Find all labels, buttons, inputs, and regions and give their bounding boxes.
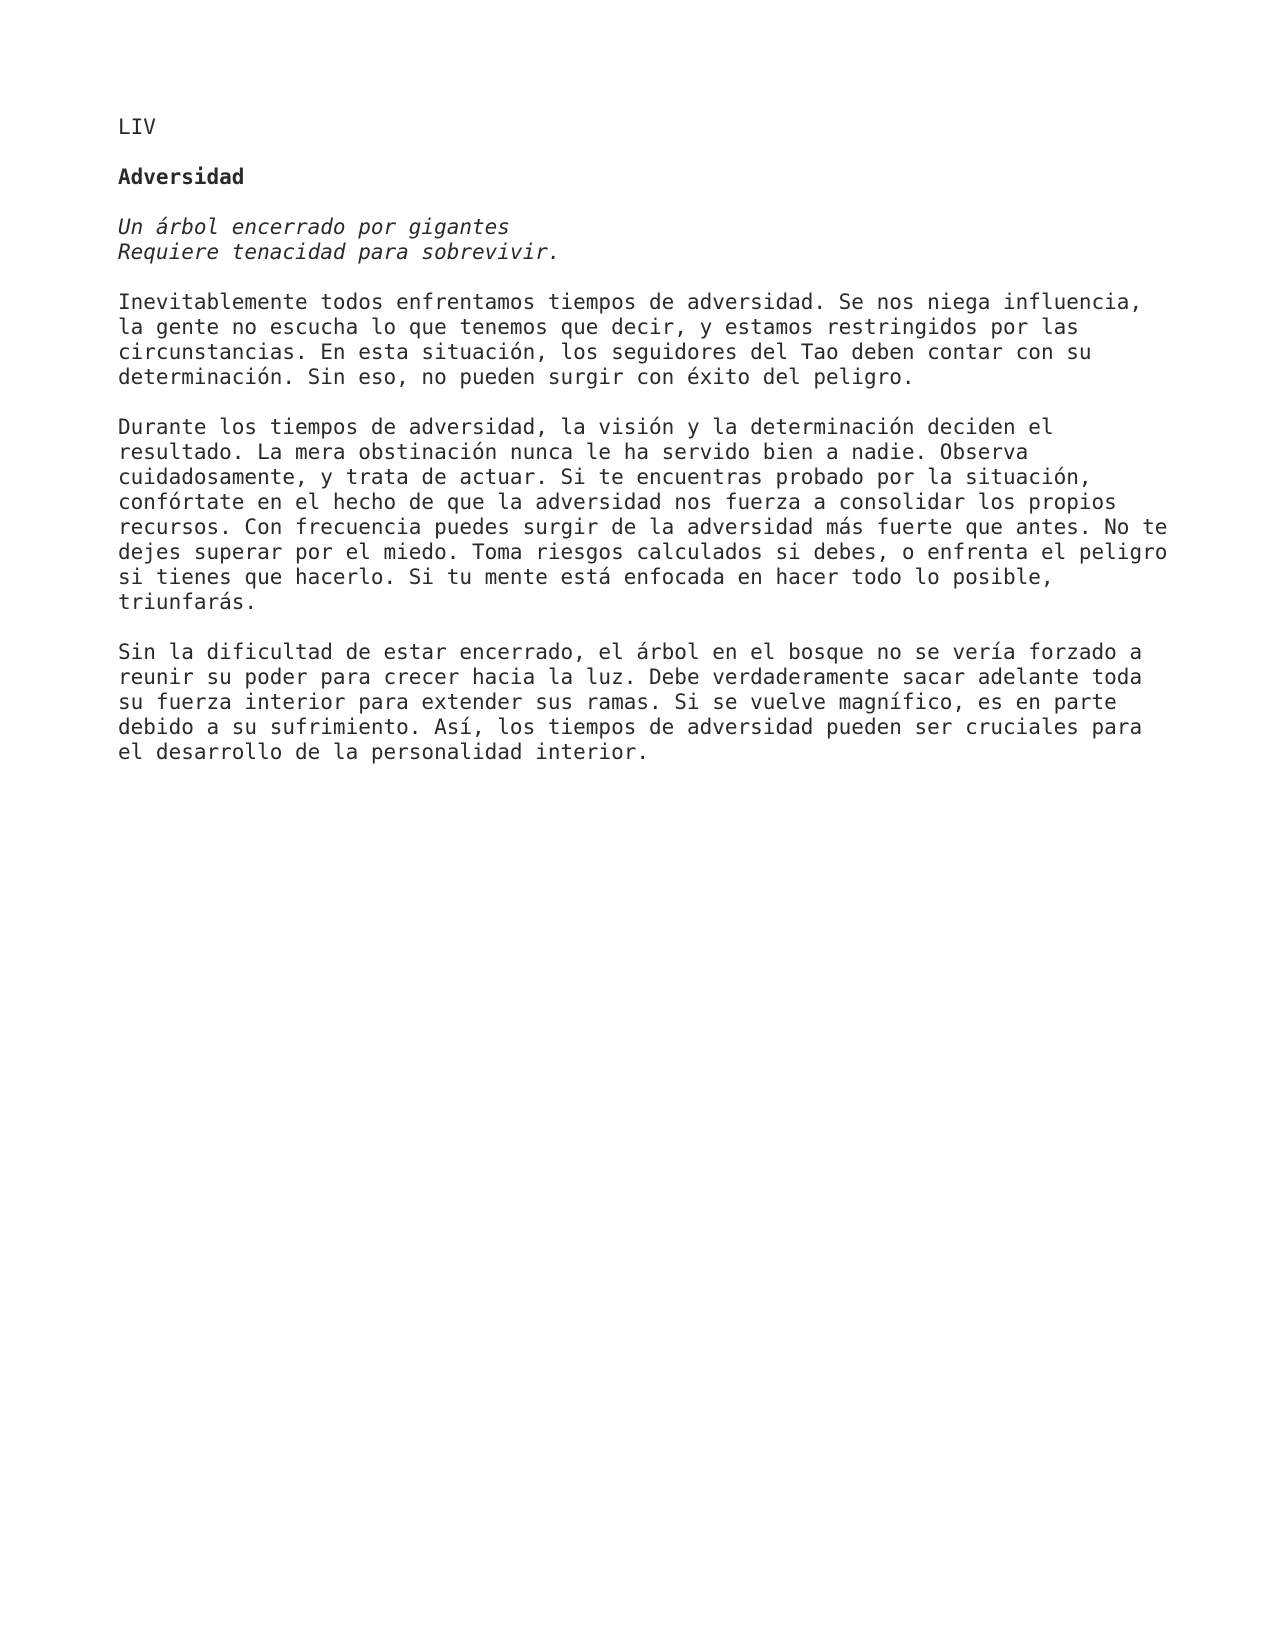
paragraph-2 [118, 415, 1238, 615]
chapter-title: Adversidad [118, 165, 245, 189]
text-line: su fuerza interior para extender sus ramas. Si se vuelve magnífico, es en parte [118, 690, 1117, 714]
text-line: debido a su sufrimiento. Así, los tiempos de adversidad pueden ser cruciales para [118, 715, 1143, 739]
paragraph-3 [118, 640, 1238, 765]
text-line: confórtate en el hecho de que la adversidad nos fuerza a consolidar los propios [118, 490, 1117, 514]
text-line: reunir su poder para crecer hacia la luz. Debe verdaderamente sacar adelante toda [118, 665, 1143, 689]
verse-line: Un árbol encerrado por gigantes [118, 215, 510, 239]
epigraph-verse [118, 215, 1238, 265]
document-page [118, 115, 1238, 790]
paragraph-1 [118, 290, 1238, 390]
text-line: Durante los tiempos de adversidad, la visión y la determinación deciden el [118, 415, 1054, 439]
verse-line: Requiere tenacidad para sobrevivir. [118, 240, 561, 264]
text-line: recursos. Con frecuencia puedes surgir de la adversidad más fuerte que antes. No te [118, 515, 1168, 539]
text-line: determinación. Sin eso, no pueden surgir con éxito del peligro. [118, 365, 915, 389]
text-line: Inevitablemente todos enfrentamos tiempos de adversidad. Se nos niega influencia, [118, 290, 1143, 314]
text-line: si tienes que hacerlo. Si tu mente está enfocada en hacer todo lo posible, [118, 565, 1054, 589]
text-line: triunfarás. [118, 590, 258, 614]
chapter-number: LIV [118, 115, 156, 139]
text-line: la gente no escucha lo que tenemos que decir, y estamos restringidos por las [118, 315, 1079, 339]
text-line: el desarrollo de la personalidad interior. [118, 740, 650, 764]
text-line: dejes superar por el miedo. Toma riesgos calculados si debes, o enfrenta el peligro [118, 540, 1168, 564]
text-line: cuidadosamente, y trata de actuar. Si te encuentras probado por la situación, [118, 465, 1092, 489]
text-line: resultado. La mera obstinación nunca le ha servido bien a nadie. Observa [118, 440, 1029, 464]
text-line: circunstancias. En esta situación, los seguidores del Tao deben contar con su [118, 340, 1092, 364]
text-line: Sin la dificultad de estar encerrado, el árbol en el bosque no se vería forzado a [118, 640, 1143, 664]
